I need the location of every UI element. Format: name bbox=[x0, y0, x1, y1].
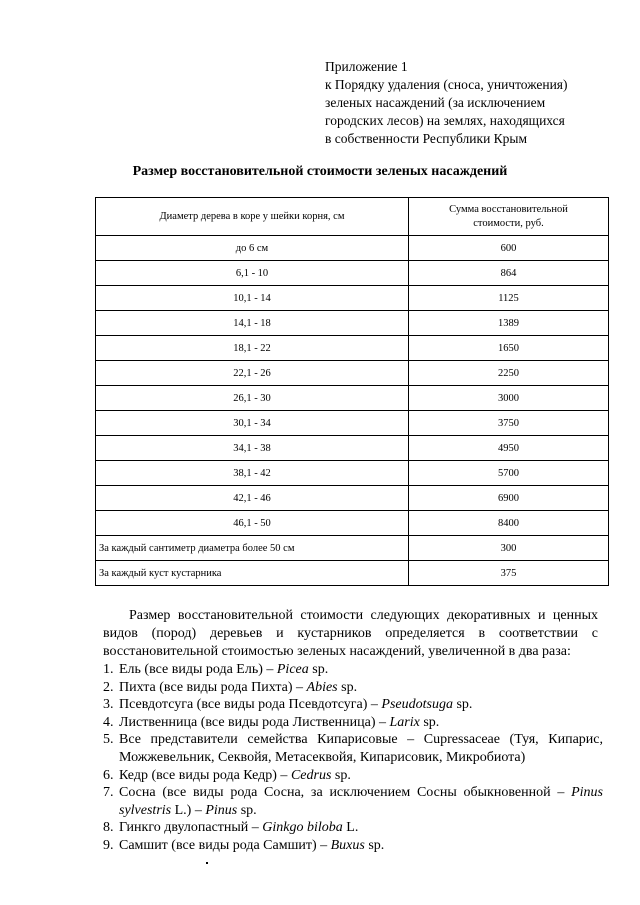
table-row bbox=[96, 436, 609, 461]
species-name: Сосна (все виды рода Сосна, за исключением Сосны обыкновенной – bbox=[119, 785, 572, 801]
list-item bbox=[103, 679, 603, 697]
header-amount-line1: Сумма восстановительной bbox=[449, 203, 568, 215]
species-name: Псевдотсуга (все виды рода Псевдотсуга) – bbox=[119, 697, 382, 713]
cell-diameter: 34,1 - 38 bbox=[96, 436, 409, 461]
cell-amount: 3000 bbox=[409, 386, 609, 411]
appendix-line: городских лесов) на землях, находящихся bbox=[325, 113, 565, 128]
cell-diameter: За каждый сантиметр диаметра более 50 см bbox=[96, 536, 409, 561]
list-item-number: 5. bbox=[103, 732, 114, 748]
table-row bbox=[96, 561, 609, 586]
species-name: Ель (все виды рода Ель) – bbox=[119, 662, 277, 677]
cell-amount: 6900 bbox=[409, 486, 609, 511]
list-item bbox=[103, 767, 603, 785]
header-amount bbox=[409, 198, 609, 236]
cell-amount: 375 bbox=[409, 561, 609, 586]
cell-diameter: 46,1 - 50 bbox=[96, 511, 409, 536]
list-item bbox=[103, 661, 603, 679]
header-amount-line2: стоимости, руб. bbox=[473, 217, 544, 229]
latin-name: Pseudotsuga bbox=[381, 697, 453, 713]
cell-diameter: 10,1 - 14 bbox=[96, 286, 409, 311]
list-item bbox=[103, 819, 603, 837]
list-item bbox=[103, 696, 603, 714]
list-item-text bbox=[119, 819, 603, 837]
list-item bbox=[103, 731, 603, 766]
latin-name: Pinus sylvestris bbox=[119, 785, 603, 818]
table-row bbox=[96, 261, 609, 286]
list-item bbox=[103, 837, 603, 855]
cell-amount: 2250 bbox=[409, 361, 609, 386]
cell-amount: 864 bbox=[409, 261, 609, 286]
cell-diameter: 18,1 - 22 bbox=[96, 336, 409, 361]
cell-diameter: 38,1 - 42 bbox=[96, 461, 409, 486]
table-row bbox=[96, 311, 609, 336]
list-item-number: 7. bbox=[103, 785, 114, 801]
header-diameter: Диаметр дерева в коре у шейки корня, см bbox=[96, 198, 409, 236]
list-item-number: 1. bbox=[103, 662, 114, 677]
latin-name: Abies bbox=[306, 679, 338, 695]
table-row bbox=[96, 236, 609, 261]
table-row bbox=[96, 461, 609, 486]
cell-diameter: до 6 см bbox=[96, 236, 409, 261]
document-title: Размер восстановительной стоимости зеленых насаждений bbox=[132, 164, 508, 179]
latin-name: Larix bbox=[389, 714, 420, 730]
latin-name: Pinus bbox=[205, 802, 238, 818]
list-item-number: 4. bbox=[103, 714, 114, 730]
species-name: Гинкго двулопастный – bbox=[119, 820, 263, 836]
appendix-line: Приложение 1 bbox=[325, 59, 408, 74]
latin-suffix: sp. bbox=[237, 802, 257, 818]
intro-paragraph-text: Размер восстановительной стоимости следующих декоративных и ценных видов (пород) деревьев и кустарников определяется в соответствии с восстановительной стоимостью зеленых насаждений, увеличенной в два раза: bbox=[103, 608, 598, 659]
species-name: Пихта (все виды рода Пихта) – bbox=[119, 679, 307, 695]
appendix-line: в собственности Республики Крым bbox=[325, 131, 528, 146]
latin-name: Buxus bbox=[330, 837, 365, 853]
table-row bbox=[96, 286, 609, 311]
list-item-number: 6. bbox=[103, 767, 114, 783]
species-name: Кедр (все виды рода Кедр) – bbox=[119, 767, 291, 783]
scan-dot bbox=[206, 862, 208, 864]
cell-diameter: 26,1 - 30 bbox=[96, 386, 409, 411]
cell-diameter: 30,1 - 34 bbox=[96, 411, 409, 436]
cell-diameter: 14,1 - 18 bbox=[96, 311, 409, 336]
cell-diameter: 42,1 - 46 bbox=[96, 486, 409, 511]
intro-paragraph bbox=[103, 607, 598, 661]
list-item-number: 2. bbox=[103, 679, 114, 695]
latin-suffix: L. bbox=[342, 820, 359, 836]
cell-amount: 4950 bbox=[409, 436, 609, 461]
cell-diameter: За каждый куст кустарника bbox=[96, 561, 409, 586]
latin-suffix: sp. bbox=[452, 697, 473, 713]
cell-amount: 1125 bbox=[409, 286, 609, 311]
table-row bbox=[96, 511, 609, 536]
table-row bbox=[96, 386, 609, 411]
cell-amount: 3750 bbox=[409, 411, 609, 436]
cell-amount: 1650 bbox=[409, 336, 609, 361]
table-row bbox=[96, 486, 609, 511]
cell-diameter: 6,1 - 10 bbox=[96, 261, 409, 286]
list-item-text bbox=[119, 679, 603, 697]
list-item-number: 3. bbox=[103, 697, 114, 713]
table-row bbox=[96, 411, 609, 436]
latin-name: Ginkgo biloba bbox=[262, 820, 343, 836]
table-row bbox=[96, 361, 609, 386]
cell-amount: 1389 bbox=[409, 311, 609, 336]
latin-suffix: sp. bbox=[419, 714, 440, 730]
cell-amount: 300 bbox=[409, 536, 609, 561]
table-row bbox=[96, 536, 609, 561]
latin-name: Cedrus bbox=[290, 767, 332, 783]
list-item bbox=[103, 784, 603, 819]
cost-table-body bbox=[96, 236, 609, 586]
list-item-number: 8. bbox=[103, 820, 114, 836]
list-item-text bbox=[119, 714, 603, 732]
appendix-header bbox=[325, 58, 625, 148]
list-item-text bbox=[119, 696, 603, 714]
cell-amount: 600 bbox=[409, 236, 609, 261]
cell-amount: 5700 bbox=[409, 461, 609, 486]
latin-suffix: sp. bbox=[364, 837, 385, 853]
latin-suffix: sp. bbox=[331, 767, 351, 783]
cost-table bbox=[95, 197, 609, 586]
list-item-text bbox=[119, 661, 603, 679]
list-item bbox=[103, 714, 603, 732]
list-item-text bbox=[119, 837, 603, 855]
appendix-line: зеленых насаждений (за исключением bbox=[325, 95, 546, 110]
latin-name: Picea bbox=[276, 662, 309, 677]
list-item-text bbox=[119, 784, 603, 819]
species-name: Самшит (все виды рода Самшит) – bbox=[119, 837, 331, 853]
latin-suffix: sp. bbox=[308, 662, 329, 677]
cell-amount: 8400 bbox=[409, 511, 609, 536]
latin-suffix: L.) – bbox=[171, 802, 206, 818]
cell-diameter: 22,1 - 26 bbox=[96, 361, 409, 386]
species-name: Лиственница (все виды рода Лиственница) – bbox=[119, 714, 390, 730]
table-header-row bbox=[96, 198, 609, 236]
appendix-line: к Порядку удаления (сноса, уничтожения) bbox=[325, 77, 568, 92]
list-item-text bbox=[119, 767, 603, 785]
species-name: Все представители семейства Кипарисовые – Cupressaceae (Туя, Кипарис, Можжевельник, Секвойя, Метасеквойя, Кипарисовик, Микробиота) bbox=[119, 732, 603, 765]
list-item-number: 9. bbox=[103, 837, 114, 853]
list-item-text bbox=[119, 731, 603, 766]
species-list bbox=[103, 661, 603, 855]
table-row bbox=[96, 336, 609, 361]
latin-suffix: sp. bbox=[337, 679, 358, 695]
